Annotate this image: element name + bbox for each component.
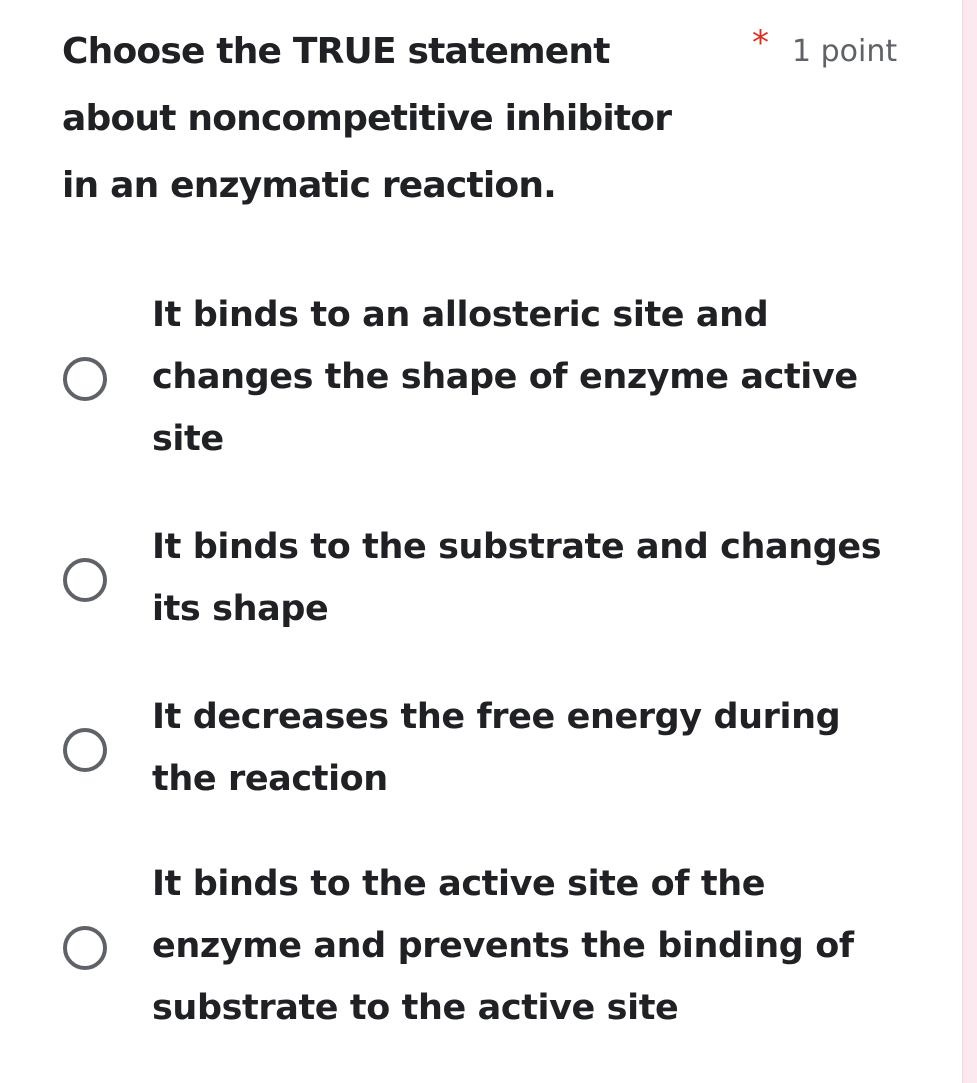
page-edge (962, 0, 977, 1083)
option-label: It binds to the active site of the enzyme and prevents the binding of substrate to the active site (152, 864, 854, 1028)
option-4[interactable] (0, 853, 960, 1039)
option-2[interactable] (0, 516, 960, 640)
required-indicator: * (752, 23, 769, 63)
radio-button[interactable] (63, 558, 107, 602)
radio-button[interactable] (63, 728, 107, 772)
radio-button[interactable] (63, 926, 107, 970)
option-3[interactable] (0, 686, 960, 810)
option-1[interactable] (0, 284, 960, 470)
question-title: Choose the TRUE statement about noncompetitive inhibitor in an enzymatic reaction. (62, 31, 672, 206)
points-label: 1 point (792, 34, 898, 69)
option-label: It decreases the free energy during the reaction (152, 697, 841, 799)
radio-button[interactable] (63, 357, 107, 401)
option-label: It binds to an allosteric site and changes the shape of enzyme active site (152, 295, 858, 459)
option-label: It binds to the substrate and changes its shape (152, 527, 882, 629)
